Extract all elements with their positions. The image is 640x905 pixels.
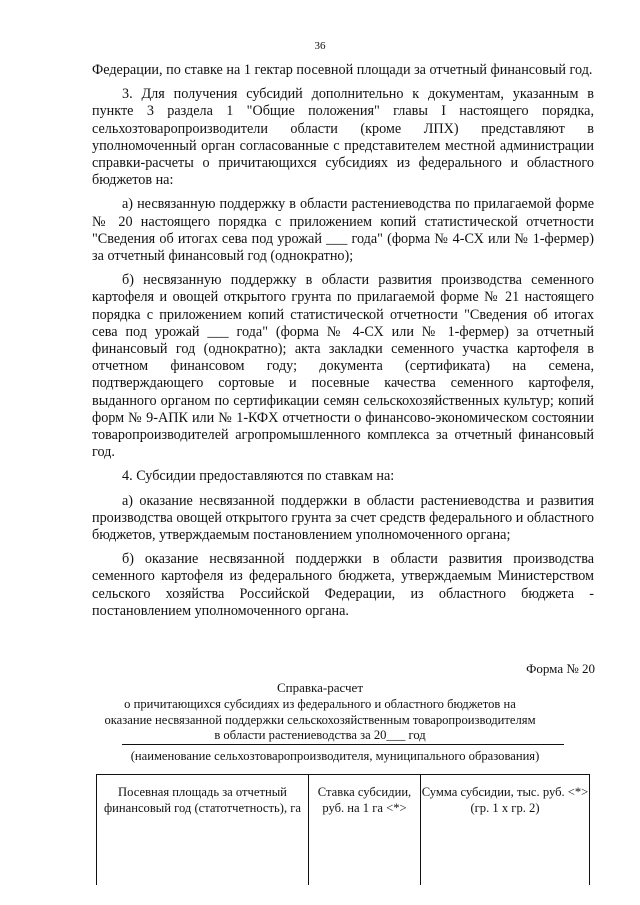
name-fill-caption: (наименование сельхозтоваропроизводителя, муниципального образования) (130, 749, 540, 763)
table-header-area: Посевная площадь за отчетный финансовый год (статотчетность), га (97, 775, 309, 885)
document-body (92, 62, 594, 627)
subsidy-table (96, 774, 590, 885)
paragraph-item-3b: б) несвязанную поддержку в области развития производства семенного картофеля и овощей открытого грунта по прилагаемой форме № 21 настоящего порядка с приложением копий статистической отчетности "Сведения об итогах сева под урожай ___ года" (форма № 4-СХ или № 1-фермер) за отчетный финансовый год (однократно); акта закладки семенного участка картофеля в отчетном финансовом году; документа (сертификата) на семена, подтверждающего сортовые и посевные качества семенного картофеля, выданного органом по сертификации семян сельскохозяйственных культур; копий форм № 9-АПК или № 1-КФХ отчетности о финансово-экономическом состоянии товаропроизводителей агропромышленного комплекса за отчетный финансовый год. (92, 272, 594, 461)
form-number: Форма № 20 (526, 661, 595, 676)
name-fill-line (122, 744, 564, 745)
form-title: Справка-расчет (276, 680, 364, 695)
page-number: 36 (314, 40, 326, 52)
paragraph-continuation: Федерации, по ставке на 1 гектар посевной площади за отчетный финансовый год. (92, 62, 593, 78)
paragraph-item-3a: а) несвязанную поддержку в области растениеводства по прилагаемой форме № 20 настоящего порядка с приложением копий статистической отчетности "Сведения об итогах сева под урожай ___ года" (форма № 4-СХ или № 1-фермер) за отчетный финансовый год (однократно); (92, 196, 594, 265)
form-subtitle: о причитающихся субсидиях из федерального и областного бюджетов на оказание несвязанной поддержки сельскохозяйственным товаропроизводителям в области растениеводства за 20___ год (104, 697, 536, 742)
table-header-amount: Сумма субсидии, тыс. руб. <*> (гр. 1 x гр. 2) (421, 785, 589, 815)
table-header-rate: Ставка субсидии, руб. на 1 га <*> (309, 775, 421, 885)
paragraph-item-4a: а) оказание несвязанной поддержки в области растениеводства и развития производства овощей открытого грунта за счет средств федерального и областного бюджетов, утверждаемым постановлением уполномоченного органа; (92, 492, 594, 544)
paragraph-item-4: 4. Субсидии предоставляются по ставкам на: (122, 468, 395, 485)
paragraph-item-3: 3. Для получения субсидий дополнительно к документам, указанным в пункте 3 раздела 1 "Общие положения" главы I настоящего порядка, сельхозтоваропроизводители области (кроме ЛПХ) представляют в уполномоченный орган согласованные с представителем местной администрации справки-расчеты о причитающихся субсидиях из федерального и областного бюджетов на: (92, 86, 594, 189)
paragraph-item-4b: б) оказание несвязанной поддержки в области развития производства семенного картофеля из федерального бюджета, утверждаемым Министерством сельского хозяйства Российской Федерации, из областного бюджета - постановлением уполномоченного органа. (92, 551, 594, 619)
